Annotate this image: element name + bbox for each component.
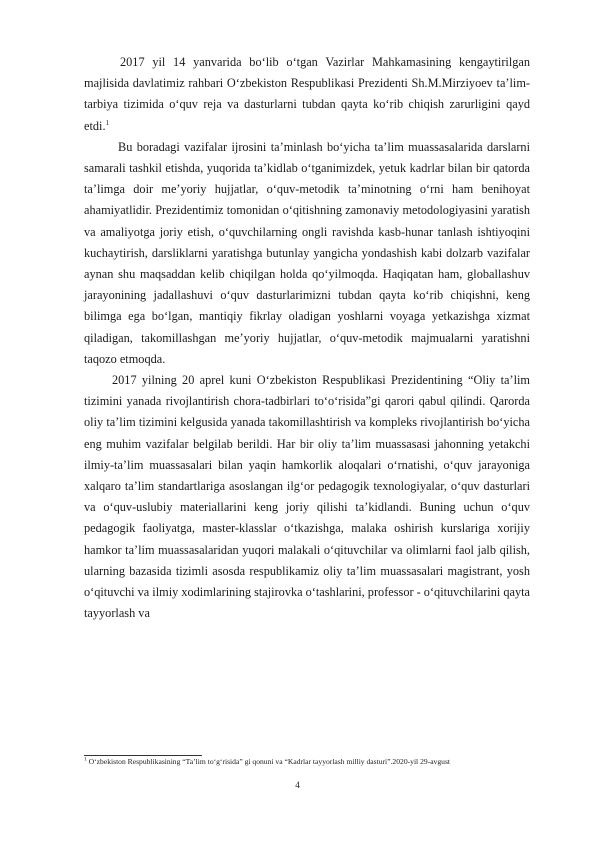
paragraph-2: Bu boradagi vazifalar ijrosini ta’minlash bo‘yicha ta’lim muassasalarida darslarni samarali tashkil etishda, yuqorida ta’kidlab o‘tganimizdek, yetuk kadrlar bilan bir qatorda ta’limga doir me’yoriy hujjatlar, o‘quv-metodik ta’minotning o‘rni ham benihoyat ahamiyatlidir. Prezidentimiz tomonidan o‘qitishning zamonaviy metodologiyasini yaratish va amaliyotga joriy etish, o‘quvchilarning ongli ravishda kasb-hunar tanlash ishtiyoqini kuchaytirish, darsliklarni yaratishga butunlay yangicha yondashish kabi dolzarb vazifalar aynan shu maqsaddan kelib chiqilgan holda qo‘yilmoqda. Haqiqatan ham, globallashuv jarayonining jadallashuvi o‘quv dasturlarimizni tubdan qayta ko‘rib chiqishni, keng bilimga ega bo‘lgan, mantiqiy fikrlay oladigan yoshlarni voyaga yetkazishga xizmat qiladigan, takomillashgan me’yoriy hujjatlar, o‘quv-metodik majmualarni yaratishni taqozo etmoqda. <box>84 139 530 366</box>
footnote-text: O‘zbekiston Respublikasining “Ta’lim to‘g‘risida” gi qonuni va “Kadrlar tayyorlash milliy dasturi”.2020-yil 29-avgust <box>88 757 451 766</box>
document-body <box>84 52 530 624</box>
footnote-reference[interactable]: 1 <box>105 118 110 127</box>
paragraph-3: 2017 yilning 20 aprel kuni O‘zbekiston Respublikasi Prezidentining “Oliy ta’lim tizimini yanada rivojlantirish chora-tadbirlari to‘o‘risida”gi qarori qabul qilindi. Qarorda oliy ta’lim tizimini kelgusida yanada takomillashtirish va kompleks rivojlantirish bo‘yicha eng muhim vazifalar belgilab berildi. Har bir oliy ta’lim muassasasi jahonning yetakchi ilmiy-ta’lim muassasalari bilan yaqin hamkorlik aloqalari o‘rnatishi, o‘quv jarayoniga xalqaro ta’lim standartlariga asoslangan ilg‘or pedagogik texnologiyalar, o‘quv dasturlari va o‘quv-uslubiy materiallarini keng joriy qilishi ta’kidlandi. Buning uchun o‘quv pedagogik faoliyatga, master-klasslar o‘tkazishga, malaka oshirish kurslariga xorijiy hamkor ta’lim muassasalaridan yuqori malakali o‘qituvchilar va olimlarni faol jalb qilish, ularning bazasida tizimli asosda respublikamiz oliy ta’lim muassasalari magistrant, yosh o‘qituvchi va ilmiy xodimlarining stajirovka o‘tashlarini, professor - o‘qituvchilarini qayta tayyorlash va <box>84 373 531 621</box>
paragraph-1 <box>84 52 530 137</box>
paragraph-1-text: 2017 yil 14 yanvarida bo‘lib o‘tgan Vazirlar Mahkamasining kengaytirilgan majlisida davlatimiz rahbari O‘zbekiston Respublikasi Prezidenti Sh.M.Mirziyoev ta’lim-tarbiya tizimida o‘quv reja va dasturlarni tubdan qayta ko‘rib chiqish zarurligini qayd etdi. <box>84 55 530 133</box>
footnote <box>84 757 530 767</box>
page-number: 4 <box>295 780 300 790</box>
footnote-divider <box>84 755 202 756</box>
footnote-marker: 1 <box>84 756 87 763</box>
